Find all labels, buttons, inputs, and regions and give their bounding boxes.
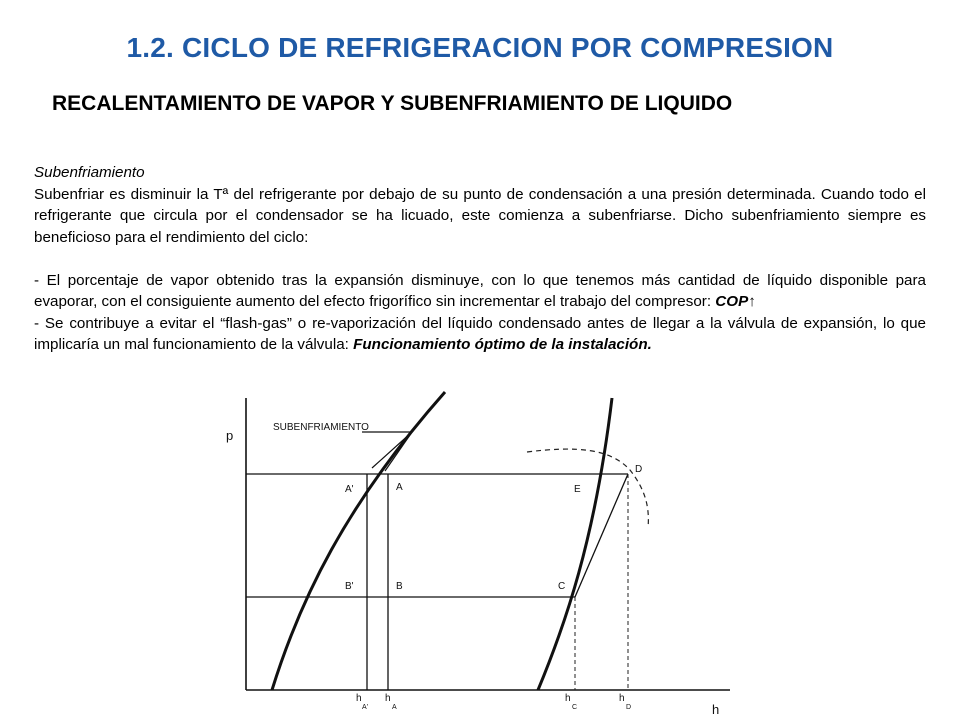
tick-h-a [385, 693, 397, 711]
tick-h-a-base: h [385, 693, 391, 704]
point-b-prime-label: B' [345, 581, 354, 592]
y-axis-label: p [226, 428, 234, 443]
saturated-liquid-curve [272, 392, 445, 690]
cop-highlight: COP↑ [715, 293, 756, 310]
x-axis-label: h [712, 702, 720, 717]
subenfriamiento-label: SUBENFRIAMIENTO [273, 422, 369, 433]
slide-title: 1.2. CICLO DE REFRIGERACION POR COMPRESION [126, 32, 834, 63]
optimal-operation-highlight: Funcionamiento óptimo de la instalación. [353, 336, 652, 353]
tick-h-a-prime-sub: A' [362, 704, 369, 711]
paragraph-cop-text: - El porcentaje de vapor obtenido tras la expansión disminuye, con lo que tenemos más cantidad de líquido disponible para evaporar, con el consiguiente aumento del efecto frigorífico sin incrementar el trabajo del compresor: [34, 271, 926, 310]
section-heading: Subenfriamiento [34, 164, 145, 181]
slide-subtitle: RECALENTAMIENTO DE VAPOR Y SUBENFRIAMIENTO DE LIQUIDO [52, 92, 733, 115]
point-c-label: C [558, 581, 566, 592]
tick-h-c [565, 693, 577, 711]
paragraph-definition: Subenfriar es disminuir la Tª del refrigerante por debajo de su punto de condensación a una presión determinada. Cuando todo el refrigerante que circula por el condensador se ha licuado, este comienza a subenfriarse. Dicho subenfriamiento siempre es beneficioso para el rendimiento del ciclo: [34, 185, 926, 246]
tick-h-a-prime [356, 693, 368, 711]
subenfriamiento-pointer-tail [385, 432, 412, 471]
superheat-dashed-curve [527, 449, 648, 528]
paragraph-flash-gas-text: - Se contribuye a evitar el “flash-gas” o re-vaporización del líquido condensado antes de llegar a la válvula de expansión, lo que implicaría un mal funcionamiento de la válvula: [34, 314, 926, 353]
point-b-label: B [396, 581, 403, 592]
tick-h-d-base: h [619, 693, 625, 704]
point-d-label: D [635, 464, 643, 475]
tick-h-a-sub: A [392, 704, 397, 711]
compression-line [575, 474, 628, 597]
tick-h-c-sub: C [572, 704, 578, 711]
tick-h-d-sub: D [626, 704, 632, 711]
tick-h-c-base: h [565, 693, 571, 704]
tick-h-a-prime-base: h [356, 693, 362, 704]
tick-h-d [619, 693, 631, 711]
point-a-label: A [396, 482, 403, 493]
point-a-prime-label: A' [345, 484, 354, 495]
point-e-label: E [574, 484, 581, 495]
